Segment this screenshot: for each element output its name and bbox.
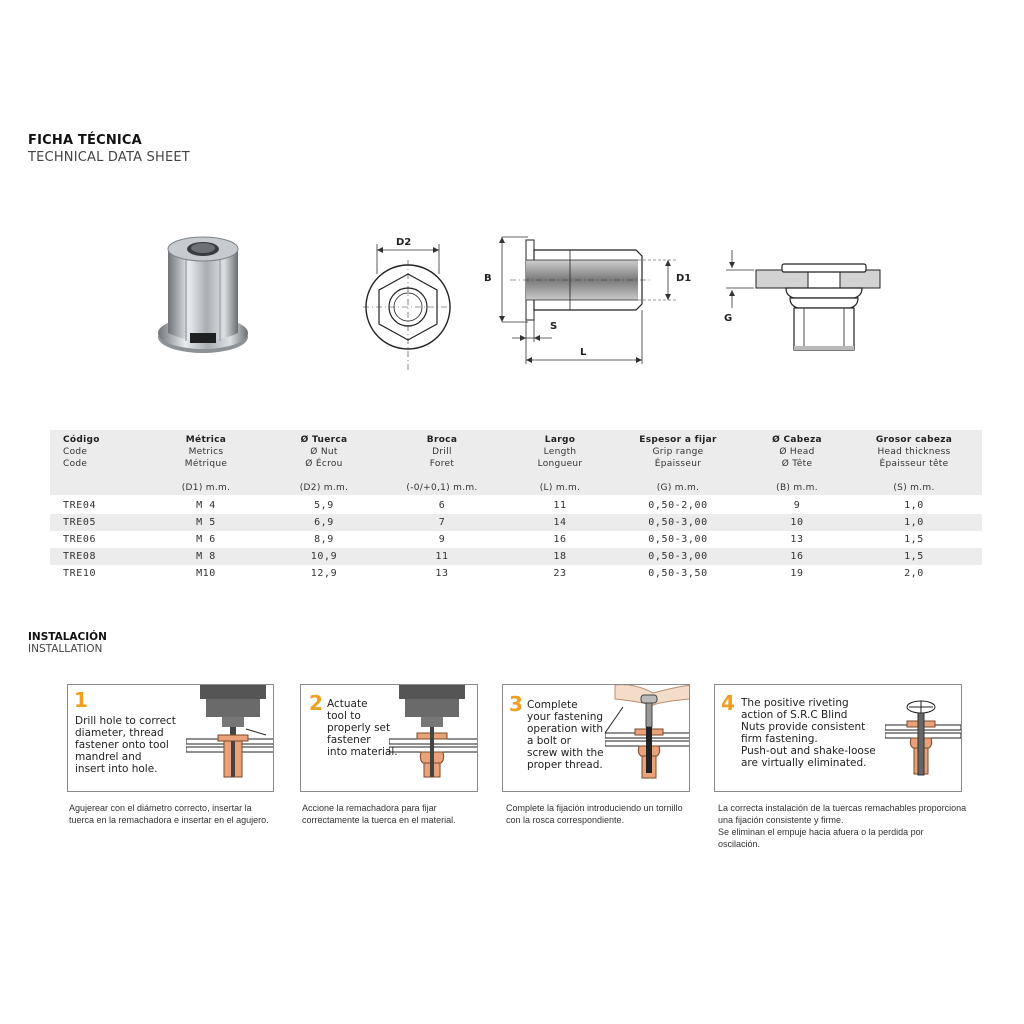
dimension-label-s: S <box>550 321 558 332</box>
step-2-illustration <box>389 685 478 792</box>
page-subtitle: TECHNICAL DATA SHEET <box>28 150 190 165</box>
cell-code: TRE08 <box>63 551 97 562</box>
table-row <box>50 565 982 582</box>
step-1-caption: Agujerear con el diámetro correcto, insertar la tuerca en la remachadora e insertar en el agujero. <box>69 803 269 825</box>
cell-code: TRE04 <box>63 500 97 511</box>
step-3-caption: Complete la fijación introduciendo un tornillo con la rosca correspondiente. <box>506 803 683 825</box>
cell-nut-diameter: 6,9 <box>314 517 334 528</box>
front-view-drawing <box>355 232 465 377</box>
table-row <box>50 548 982 565</box>
cell-nut-diameter: 5,9 <box>314 500 334 511</box>
step-2-caption: Accione la remachadora para fijar correctamente la tuerca en el material. <box>302 803 456 825</box>
install-step-3 <box>502 684 690 792</box>
table-row <box>50 497 982 514</box>
step-3-text: Complete your fastening operation with a bolt or screw with the proper thread. <box>527 699 604 771</box>
step-1-text: Drill hole to correct diameter, thread fastener onto tool mandrel and insert into hole. <box>75 715 176 775</box>
col-header-nut-diameter: Ø Tuerca Ø Nut Ø Écrou <box>300 435 348 469</box>
cell-code: TRE10 <box>63 568 97 579</box>
unit-grip-range: (G) m.m. <box>656 483 700 493</box>
col-header-length: Largo Length Longueur <box>537 435 583 469</box>
install-step-1 <box>67 684 274 792</box>
install-step-4 <box>714 684 962 792</box>
cell-drill: 11 <box>435 551 449 562</box>
cell-head-thickness: 1,0 <box>904 517 924 528</box>
cell-metric: M 8 <box>196 551 216 562</box>
cell-grip-range: 0,50-3,00 <box>648 534 708 545</box>
step-4-number: 4 <box>721 691 735 715</box>
dimension-label-g: G <box>724 313 733 324</box>
installation-title: INSTALACIÓN <box>28 631 107 643</box>
step-4-text: The positive riveting action of S.R.C Blind Nuts provide consistent firm fastening. Push-out and shake-loose are virtually eliminated. <box>741 697 876 769</box>
unit-nut-diameter: (D2) m.m. <box>299 483 349 493</box>
cell-metric: M 4 <box>196 500 216 511</box>
cell-nut-diameter: 12,9 <box>310 568 338 579</box>
cell-grip-range: 0,50-3,50 <box>648 568 708 579</box>
page-title: FICHA TÉCNICA <box>28 133 142 148</box>
cell-nut-diameter: 10,9 <box>310 551 338 562</box>
step-2-number: 2 <box>309 691 323 715</box>
cell-code: TRE05 <box>63 517 97 528</box>
unit-length: (L) m.m. <box>539 483 581 493</box>
cell-head-thickness: 2,0 <box>904 568 924 579</box>
step-4-caption: La correcta instalación de la tuercas remachables proporciona una fijación consistente y firme. Se eliminan el empuje hacia afuera o la perdida por oscilación. <box>718 803 967 849</box>
cell-metric: M10 <box>196 568 216 579</box>
cell-grip-range: 0,50-3,00 <box>648 551 708 562</box>
cell-head-diameter: 9 <box>793 500 801 511</box>
side-section-drawing <box>490 232 690 372</box>
cell-head-diameter: 10 <box>790 517 804 528</box>
unit-head-thickness: (S) m.m. <box>893 483 935 493</box>
dimension-label-d1: D1 <box>676 273 692 284</box>
col-header-metric: Métrica Metrics Métrique <box>184 435 228 469</box>
cell-grip-range: 0,50-3,00 <box>648 517 708 528</box>
step-1-illustration <box>186 685 274 792</box>
dimension-label-d2: D2 <box>396 237 412 248</box>
unit-drill: (-0/+0,1) m.m. <box>406 483 478 493</box>
step-3-illustration <box>605 685 690 792</box>
cell-head-thickness: 1,5 <box>904 551 924 562</box>
step-1-number: 1 <box>74 688 88 712</box>
installation-subtitle: INSTALLATION <box>28 643 103 655</box>
cell-head-thickness: 1,0 <box>904 500 924 511</box>
cell-head-diameter: 13 <box>790 534 804 545</box>
dimension-label-b: B <box>484 273 492 284</box>
unit-metric: (D1) m.m. <box>181 483 231 493</box>
unit-head-diameter: (B) m.m. <box>776 483 818 493</box>
cell-metric: M 5 <box>196 517 216 528</box>
cell-head-diameter: 16 <box>790 551 804 562</box>
step-2-text: Actuate tool to properly set fastener into material. <box>327 698 398 758</box>
cell-metric: M 6 <box>196 534 216 545</box>
table-row <box>50 514 982 531</box>
cell-grip-range: 0,50-2,00 <box>648 500 708 511</box>
rivet-nut-photo <box>150 225 260 360</box>
cell-drill: 9 <box>438 534 446 545</box>
col-header-head-thickness: Grosor cabeza Head thickness Épaisseur tête <box>875 435 953 469</box>
installed-view-drawing <box>720 250 890 360</box>
step-3-number: 3 <box>509 692 523 716</box>
col-header-code: Código Code Code <box>63 435 100 469</box>
table-row <box>50 531 982 548</box>
install-step-2 <box>300 684 478 792</box>
cell-drill: 13 <box>435 568 449 579</box>
cell-length: 14 <box>553 517 567 528</box>
cell-length: 18 <box>553 551 567 562</box>
cell-code: TRE06 <box>63 534 97 545</box>
col-header-head-diameter: Ø Cabeza Ø Head Ø Tête <box>772 435 822 469</box>
cell-drill: 6 <box>438 500 446 511</box>
step-4-illustration <box>885 697 961 792</box>
cell-head-thickness: 1,5 <box>904 534 924 545</box>
cell-head-diameter: 19 <box>790 568 804 579</box>
cell-length: 11 <box>553 500 567 511</box>
cell-nut-diameter: 8,9 <box>314 534 334 545</box>
cell-length: 16 <box>553 534 567 545</box>
col-header-drill: Broca Drill Foret <box>426 435 458 469</box>
dimension-label-l: L <box>580 347 587 358</box>
cell-length: 23 <box>553 568 567 579</box>
col-header-grip-range: Espesor a fijar Grip range Épaisseur <box>639 435 717 469</box>
cell-drill: 7 <box>438 517 446 528</box>
